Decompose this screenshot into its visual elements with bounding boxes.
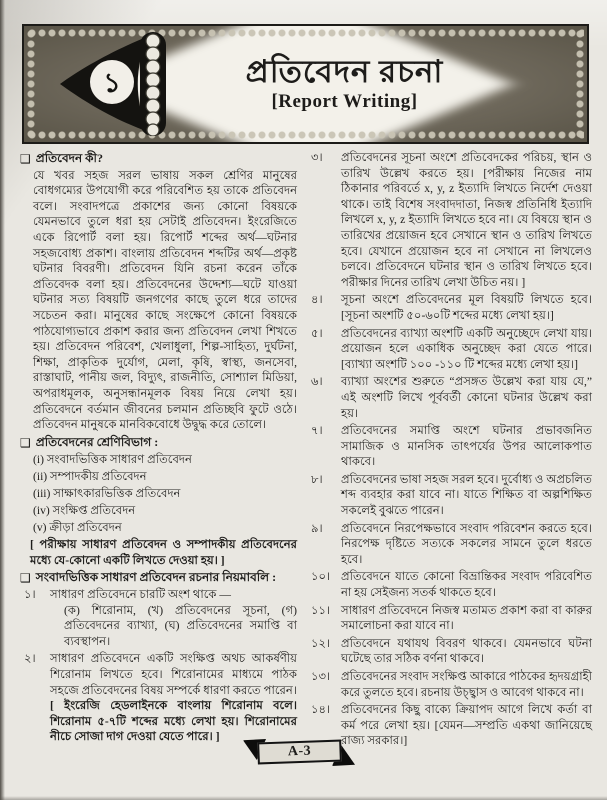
- rule-item-5: [311, 326, 592, 373]
- left-column: [20, 149, 297, 751]
- report-type-item: (i) সংবাদভিত্তিক সাধারণ প্রতিবেদন: [33, 453, 192, 467]
- rule-text: প্রতিবেদনের সংবাদ সংক্ষিপ্ত আকারে পাঠকের হৃদয়গ্রাহী করে তুলতে হবে। রচনায় উচ্ছ্বাস ও আবেগ থাকবে না।: [341, 670, 592, 699]
- report-type-item: (iv) সংক্ষিপ্ত প্রতিবেদন: [33, 504, 136, 518]
- chapter-banner: [22, 24, 589, 144]
- rule-note: [ ইংরেজি হেডলাইনকে বাংলায় শিরোনাম বলে। শিরোনাম ৫-৭টি শব্দের মধ্যে লেখা হয়। শিরোনামের নীচে সোজা দাগ দেওয়া যেতে পারে। ]: [50, 699, 297, 744]
- rule-subtext: (ক) শিরোনাম, (খ) প্রতিবেদনের সূচনা, (গ) প্রতিবেদনের ব্যাখ্যা, (ঘ) প্রতিবেদনের সমাপ্তি বা ব্যবস্থাপন।: [64, 603, 297, 648]
- scan-edge-shadow-bottom: [0, 796, 607, 800]
- scan-edge-shadow: [0, 0, 5, 800]
- rule-text: প্রতিবেদনের সমাপ্তি অংশে ঘটনার প্রভাবজনিত সামাজিক ও মানসিক তাৎপর্যের উপর আলোকপাত থাকবে।: [341, 424, 592, 469]
- rule-item-3: [311, 150, 592, 290]
- rule-text: প্রতিবেদনের ভাষা সহজ সরল হবে। দুর্বোধ্য ও অপ্রচলিত শব্দ ব্যবহার করা যাবে না। যাতে শিক্ষিত বা অল্পশিক্ষিত সকলেই বুঝতে পারেন।: [341, 472, 592, 518]
- rule-text: সূচনা অংশে প্রতিবেদনের মূল বিষয়টি লিখতে হবে। [সূচনা অংশটি ৫০-৬০টি শব্দের মধ্যে লেখা হয়।]: [341, 293, 592, 322]
- rule-text: প্রতিবেদনের কিছু বাক্যে ক্রিয়াপদ আগে লিখে কর্তা বা কর্ম পরে লেখা হয়। [যেমন—সম্প্রতি একথা জানিয়েছে রাজ্য সরকার।]: [341, 703, 592, 748]
- rule-text: প্রতিবেদনে যাতে কোনো বিভ্রান্তিকর সংবাদ পরিবেশিত না হয় সেইজন্য সতর্ক থাকতে হবে।: [341, 570, 592, 600]
- rule-number: ৩।: [311, 151, 323, 164]
- page-badge: [243, 739, 355, 766]
- rule-text: প্রতিবেদনের ব্যাখ্যা অংশটি একটি অনুচ্ছেদে লেখা যায়। প্রয়োজন হলে একাধিক অনুচ্ছেদ করা যেতে পারে। [ব্যাখ্যা অংশটি ১০০ -১১০ টি শব্দের মধ্যে লেখা হয়।]: [341, 326, 592, 371]
- right-column: [307, 149, 592, 751]
- rule-item-1: [24, 587, 297, 649]
- rule-number: ১৪।: [311, 703, 331, 717]
- rule-item-4: [311, 292, 592, 323]
- section-heading-rules: [20, 570, 297, 586]
- rule-item-7: [311, 423, 592, 470]
- report-type-item: (iii) সাক্ষাৎকারভিত্তিক প্রতিবেদন: [33, 487, 181, 501]
- rule-text: সাধারণ প্রতিবেদনে একটি সংক্ষিপ্ত অথচ আকর্ষণীয় শিরোনাম লিখতে হবে। শিরোনামের মাধ্যমে পাঠক সহজে প্রতিবেদনের বিষয় সম্পর্কে ধারণা করতে পারেন।: [50, 652, 297, 697]
- rule-number: ২।: [24, 652, 36, 666]
- section-heading-classification: [20, 435, 297, 451]
- rule-number: ১।: [24, 588, 36, 602]
- page-subtitle: [Report Writing]: [271, 91, 418, 113]
- rule-item-9: [311, 521, 592, 568]
- rule-item-6: [311, 374, 592, 421]
- square-bullet-icon: ❑: [20, 152, 31, 166]
- section-heading-label: প্রতিবেদনের শ্রেণিবিভাগ :: [35, 434, 159, 449]
- rule-item-2: [24, 651, 297, 745]
- rule-text: ব্যাখ্যা অংশের শুরুতে “প্রসঙ্গত উল্লেখ করা যায় যে,” এই অংশটি লিখে পূর্ববর্তী কোনো ঘটনার উল্লেখ করা হয়।: [341, 375, 592, 420]
- report-type-item: (ii) সম্পাদকীয় প্রতিবেদন: [33, 470, 147, 484]
- rule-text: প্রতিবেদনে নিরপেক্ষভাবে সংবাদ পরিবেশন করতে হবে। নিরপেক্ষ দৃষ্টিতে সত্যকে সকলের সামনে তুলে ধরতে হবে।: [341, 521, 592, 566]
- intro-paragraph: যে খবর সহজ সরল ভাষায় সকল শ্রেণির মানুষের বোধগম্যের উপযোগী করে পরিবেশিত হয় তাকে প্রতিবেদন বলে। সংবাদপত্রে প্রকাশের জন্য কোনো বিষয়কে যেমনভাবে তুলে ধরা হয় সেটাই প্রতিবেদন। ইংরেজিতে একে রিপোর্ট বলা হয়। রিপোর্ট শব্দের অর্থ—ঘটনার সহজবোধ্য প্রকাশ। বাংলায় প্রতিবেদন শব্দটির অর্থ—প্রকৃষ্ট ঘটনার বিবরণী। প্রতিবেদন যিনি রচনা করেন তাঁকে প্রতিবেদক বলা হয়। প্রতিবেদনের উদ্দেশ্য—ঘটে যাওয়া ঘটনার সত্য বিষয়টি জনগণের কাছে তুলে ধরে তাদের সচেতন করা। মানুষের কাছে সংক্ষেপে কোনো বিষয়কে পাঠযোগ্যভাবে প্রকাশ করার জন্য প্রতিবেদন লেখা শিখতে হয়। প্রতিবেদন পরিবেশ, খেলাধুলা, শিল্প-সাহিত্য, দুর্ঘটনা, শিক্ষা, প্রাকৃতিক দুর্যোগ, মেলা, কৃষি, স্বাস্থ্য, জনসেবা, রাস্তাঘাট, পানীয় জল, বিদ্যুৎ, রাজনীতি, সোশ্যাল মিডিয়া, অপরাধমূলক, অনুসন্ধানমূলক বিষয় নিয়ে লেখা হয়। প্রতিবেদনে বর্তমান জীবনের চলমান প্রতিচ্ছবি ফুটে ওঠে। প্রতিবেদন মানুষকে মানবিকবোধে উদ্বুদ্ধ করে তোলে।: [33, 168, 297, 432]
- rule-item-13: [311, 669, 592, 700]
- report-type-item: (v) ক্রীড়া প্রতিবেদন: [33, 521, 122, 535]
- rule-number: ৪।: [311, 293, 323, 307]
- rule-number: ৯।: [311, 521, 323, 535]
- rule-item-11: [311, 603, 592, 634]
- rule-text: সাধারণ প্রতিবেদনে নিজস্ব মতামত প্রকাশ করা বা কারুর সমালোচনা করা যাবে না।: [341, 603, 592, 633]
- exam-note: [ পরীক্ষায় সাধারণ প্রতিবেদন ও সম্পাদকীয় প্রতিবেদনের মধ্যে যে-কোনো একটি লিখতে দেওয়া হয়। ]: [30, 538, 297, 567]
- section-heading-label: প্রতিবেদন কী?: [35, 151, 103, 165]
- square-bullet-icon: ❑: [20, 571, 31, 586]
- square-bullet-icon: ❑: [20, 435, 31, 450]
- page-badge-label: A-3: [257, 740, 342, 765]
- rule-item-10: [311, 569, 592, 600]
- rule-text: প্রতিবেদনের সূচনা অংশে প্রতিবেদকের পরিচয়, স্থান ও তারিখ উল্লেখ করতে হয়। [পরীক্ষায় নিজের নাম ঠিকানার পরিবর্তে x, y, z ইত্যাদি লিখতে নির্দেশ দেওয়া থাকে। তাই বিশেষ সংবাদদাতা, নিজস্ব প্রতিনিধি ইত্যাদি লিখলে x, y, z ইত্যাদি লিখতে হবে না। যে বিষয়ে স্থান ও তারিখের প্রয়োজন হবে সেখানে স্থান ও তারিখ লিখতে হবে। যেখানে প্রয়োজন হবে না সেখানে না লিখলেও চলবে। প্রতিবেদনে ঘটনার স্থান ও তারিখ লিখতে হবে। পরীক্ষার দিনের তারিখ লেখা উচিত নয়। ]: [341, 151, 592, 289]
- rule-item-12: [311, 636, 592, 667]
- page-body: [20, 149, 592, 751]
- section-heading-what-is-report: [20, 151, 297, 167]
- rule-number: ৫।: [311, 326, 323, 340]
- rule-number: ১১।: [311, 603, 331, 617]
- chapter-number: ১: [103, 68, 121, 98]
- rule-number: ১২।: [311, 636, 331, 650]
- section-heading-label: সংবাদভিত্তিক সাধারণ প্রতিবেদন রচনার নিয়মাবলি :: [35, 570, 277, 585]
- page-title: প্রতিবেদন রচনা: [245, 53, 444, 89]
- rule-text: প্রতিবেদনে যথাযথ বিবরণ থাকবে। যেমনভাবে ঘটনা ঘটেছে তার সঠিক বর্ণনা থাকবে।: [341, 636, 592, 666]
- rule-number: ৮।: [311, 472, 323, 486]
- rule-number: ১০।: [311, 570, 331, 584]
- rule-number: ১৩।: [311, 670, 331, 683]
- rule-item-8: [311, 472, 592, 519]
- chapter-emblem-icon: [54, 32, 172, 136]
- rule-number: ৭।: [311, 424, 323, 438]
- rule-text: সাধারণ প্রতিবেদনে চারটি অংশ থাকে —: [50, 588, 231, 602]
- rule-number: ৬।: [311, 375, 323, 389]
